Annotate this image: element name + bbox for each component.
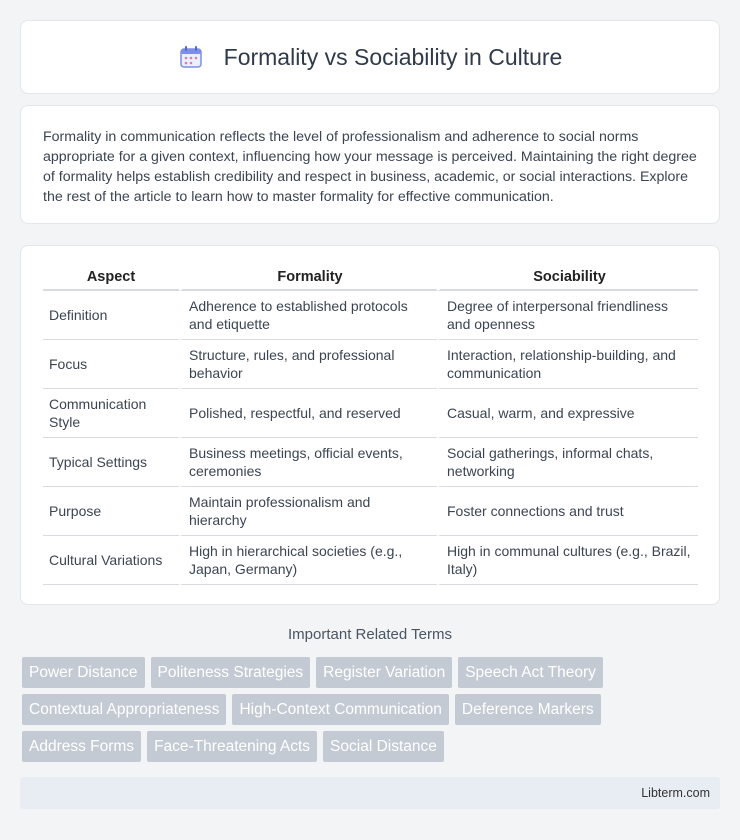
intro-card <box>20 105 720 224</box>
table-cell: High in communal cultures (e.g., Brazil, Italy) <box>437 536 698 585</box>
table-cell: High in hierarchical societies (e.g., Japan, Germany) <box>179 536 437 585</box>
table-cell: Social gatherings, informal chats, networking <box>437 438 698 487</box>
table-cell: Definition <box>43 291 179 340</box>
table-cell: Structure, rules, and professional behavior <box>179 340 437 389</box>
tag-row <box>22 657 722 688</box>
title-card <box>20 20 720 94</box>
tag-speech-act-theory[interactable]: Speech Act Theory <box>458 657 603 688</box>
table-row <box>43 438 698 487</box>
tag-row <box>22 731 722 762</box>
tag-social-distance[interactable]: Social Distance <box>323 731 444 762</box>
related-terms-list <box>22 657 722 768</box>
table-cell: Typical Settings <box>43 438 179 487</box>
tag-face-threatening-acts[interactable]: Face-Threatening Acts <box>147 731 317 762</box>
table-cell: Degree of interpersonal friendliness and openness <box>437 291 698 340</box>
table-header-row <box>43 264 698 291</box>
tag-politeness-strategies[interactable]: Politeness Strategies <box>151 657 311 688</box>
related-terms-title: Important Related Terms <box>288 626 452 643</box>
tag-power-distance[interactable]: Power Distance <box>22 657 145 688</box>
page-title: Formality vs Sociability in Culture <box>223 43 563 70</box>
table-cell: Maintain professionalism and hierarchy <box>179 487 437 536</box>
table-row <box>43 291 698 340</box>
tag-high-context-communication[interactable]: High-Context Communication <box>232 694 448 725</box>
tag-contextual-appropriateness[interactable]: Contextual Appropriateness <box>22 694 226 725</box>
table-cell: Focus <box>43 340 179 389</box>
table-cell: Casual, warm, and expressive <box>437 389 698 438</box>
table-cell: Polished, respectful, and reserved <box>179 389 437 438</box>
table-row <box>43 389 698 438</box>
column-header-sociability: Sociability <box>437 264 698 291</box>
comparison-card <box>20 245 720 605</box>
table-cell: Cultural Variations <box>43 536 179 585</box>
table-row <box>43 340 698 389</box>
table-row <box>43 487 698 536</box>
table-cell: Communication Style <box>43 389 179 438</box>
comparison-table <box>43 264 698 585</box>
column-header-formality: Formality <box>179 264 437 291</box>
table-cell: Interaction, relationship-building, and communication <box>437 340 698 389</box>
footer-site-link[interactable]: Libterm.com <box>641 786 710 800</box>
footer <box>20 777 720 809</box>
table-cell: Foster connections and trust <box>437 487 698 536</box>
intro-text: Formality in communication reflects the level of professionalism and adherence to social norms appropriate for a given context, influencing how your message is perceived. Maintaining the right degree of formality helps establish credibility and respect in business, academic, or social interactions. Explore the rest of the article to learn how to master formality for effective communication. <box>43 129 697 205</box>
column-header-aspect: Aspect <box>43 264 179 291</box>
tag-deference-markers[interactable]: Deference Markers <box>455 694 601 725</box>
tag-row <box>22 694 722 725</box>
table-cell: Adherence to established protocols and etiquette <box>179 291 437 340</box>
tag-register-variation[interactable]: Register Variation <box>316 657 452 688</box>
table-cell: Business meetings, official events, ceremonies <box>179 438 437 487</box>
calendar-icon <box>178 44 204 70</box>
table-row <box>43 536 698 585</box>
table-cell: Purpose <box>43 487 179 536</box>
tag-address-forms[interactable]: Address Forms <box>22 731 141 762</box>
